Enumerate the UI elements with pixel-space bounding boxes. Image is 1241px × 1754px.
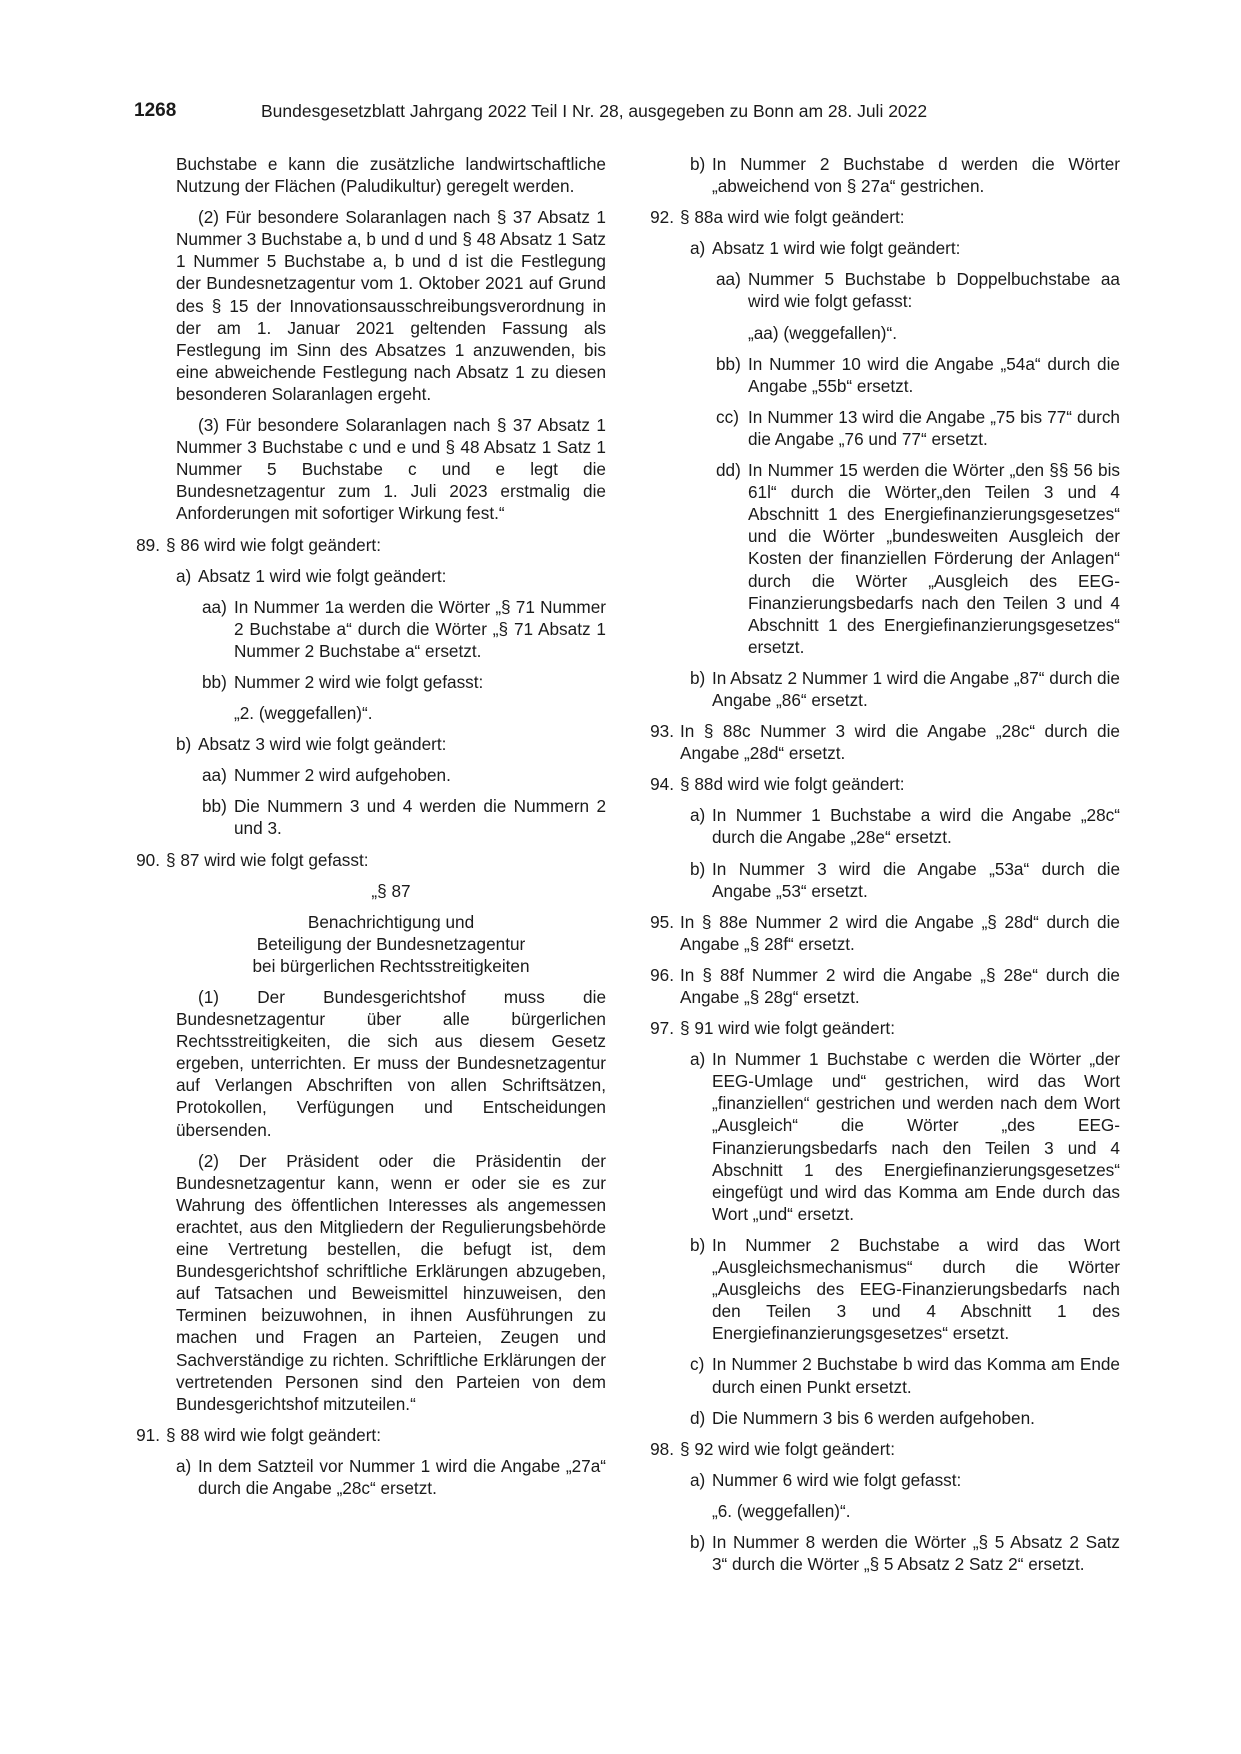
- item-label: a): [690, 1049, 706, 1070]
- item-number: 91.: [136, 1424, 160, 1445]
- right-column: [648, 153, 1120, 1575]
- item-text: In Nummer 2 Buchstabe b wird das Komma am Ende durch einen Punkt ersetzt.: [712, 1354, 1120, 1397]
- item-label: c): [690, 1354, 705, 1375]
- list-item-97c: [648, 1353, 1120, 1397]
- item-label: b): [176, 734, 192, 755]
- item-text: § 86 wird wie folgt geändert:: [166, 534, 381, 555]
- list-item-92: [648, 206, 1120, 228]
- item-text: In Nummer 2 Buchstabe a wird das Wort „Ausgleichsmechanismus“ durch die Wörter „Ausgleichs des EEG-Finanzierungsbedarfs nach den Teilen 3 und 4 Abschnitt 1 des Energiefinanzierungsgesetzes“ ersetzt.: [712, 1234, 1120, 1344]
- list-item-89b: [134, 733, 606, 755]
- item-label: dd): [716, 460, 741, 481]
- list-item-89a-aa: [134, 596, 606, 662]
- item-text: § 92 wird wie folgt geändert:: [680, 1438, 895, 1459]
- list-item-90: [134, 849, 606, 871]
- item-text: Nummer 2 wird aufgehoben.: [234, 765, 451, 786]
- section-87-paragraph-1: (1) Der Bundesgerichtshof muss die Bundesnetzagentur über alle bürgerlichen Rechtsstreitigkeiten, die sich aus diesem Gesetz ergeben, unterrichten. Er muss der Bundesnetzagentur auf Verlangen Abschriften von allen Schriftsätzen, Protokollen, Verfügungen und Entscheidungen übersenden.: [176, 987, 606, 1140]
- quoted-text: „2. (weggefallen)“.: [234, 703, 373, 724]
- item-number: 98.: [650, 1438, 674, 1459]
- paragraph-2: (2) Für besondere Solaranlagen nach § 37 Absatz 1 Nummer 3 Buchstabe a, b und d und § 48 Absatz 1 Satz 1 Nummer 5 Buchstabe a, b und d ist die Festlegung der Bundesnetzagentur vom 1. Oktober 2021 auf Grund des § 15 der Innovationsausschreibungsverordnung in der am 1. Januar 2021 geltenden Fassung als Festlegung im Sinn des Absatzes 1 anzuwenden, bis eine abweichende Festlegung nach Absatz 1 zu diesen besonderen Solaranlagen ergeht.: [176, 207, 606, 404]
- item-label: aa): [202, 765, 227, 786]
- section-87-paragraph-2: (2) Der Präsident oder die Präsidentin der Bundesnetzagentur kann, wenn er oder sie es zur Wahrung des öffentlichen Interesses als angemessen erachtet, aus den Mitgliedern der Regulierungsbehörde eine Vertretung bestellen, die befugt ist, dem Bundesgerichtshof schriftliche Erklärungen abzugeben, auf Tatsachen und Beweismittel hinzuweisen, den Terminen beizuwohnen, in ihnen Ausführungen zu machen und Fragen an Parteien, Zeugen und Sachverständige zu richten. Schriftliche Erklärungen der vertretenden Personen sind den Parteien von dem Bundesgerichtshof mitzuteilen.“: [176, 1150, 606, 1414]
- quoted-text: „aa) (weggefallen)“.: [748, 322, 898, 343]
- item-text: § 88 wird wie folgt geändert:: [166, 1424, 381, 1445]
- item-text: In dem Satzteil vor Nummer 1 wird die Angabe „27a“ durch die Angabe „28c“ ersetzt.: [198, 1455, 606, 1498]
- list-item-89a-bb: [134, 671, 606, 693]
- list-item-98: [648, 1438, 1120, 1460]
- list-item-97b: [648, 1234, 1120, 1344]
- item-text: Die Nummern 3 bis 6 werden aufgehoben.: [712, 1407, 1035, 1428]
- list-item-91a: [134, 1455, 606, 1499]
- item-label: aa): [716, 269, 741, 290]
- item-number: 90.: [136, 849, 160, 870]
- item-text: In § 88e Nummer 2 wird die Angabe „§ 28d“ durch die Angabe „§ 28f“ ersetzt.: [680, 911, 1120, 954]
- item-label: a): [690, 238, 706, 259]
- section-heading-line: Benachrichtigung und: [307, 911, 475, 932]
- item-text: Nummer 6 wird wie folgt gefasst:: [712, 1469, 962, 1490]
- list-item-92b: [648, 667, 1120, 711]
- item-label: aa): [202, 596, 227, 617]
- list-item-89: [134, 534, 606, 556]
- list-item-91b: [648, 153, 1120, 197]
- item-text: Absatz 3 wird wie folgt geändert:: [198, 734, 447, 755]
- item-text: § 88d wird wie folgt geändert:: [680, 774, 905, 795]
- item-label: bb): [202, 796, 227, 817]
- item-label: bb): [202, 671, 227, 692]
- running-title: Bundesgesetzblatt Jahrgang 2022 Teil I Nr. 28, ausgegeben zu Bonn am 28. Juli 2022: [261, 101, 928, 121]
- item-label: a): [176, 1455, 192, 1476]
- item-text: In Nummer 10 wird die Angabe „54a“ durch die Angabe „55b“ ersetzt.: [748, 353, 1120, 396]
- item-number: 89.: [136, 534, 160, 555]
- item-text: In § 88f Nummer 2 wird die Angabe „§ 28e“ durch die Angabe „§ 28g“ ersetzt.: [680, 964, 1120, 1007]
- list-item-89b-aa: [134, 764, 606, 786]
- list-item-89b-bb: [134, 795, 606, 839]
- paragraph-3: (3) Für besondere Solaranlagen nach § 37 Absatz 1 Nummer 3 Buchstabe c und e und § 48 Absatz 1 Satz 1 Nummer 5 Buchstabe c und e legt die Bundesnetzagentur zum 1. Juli 2023 erstmalig die Anforderungen mit sofortiger Wirkung fest.“: [176, 415, 606, 524]
- section-heading-line: bei bürgerlichen Rechtsstreitigkeiten: [252, 955, 530, 976]
- list-item-92a-dd: [648, 459, 1120, 658]
- item-label: b): [690, 154, 706, 174]
- item-label: cc): [716, 406, 739, 427]
- item-number: 93.: [650, 721, 674, 742]
- item-text: In Nummer 1 Buchstabe a wird die Angabe „28c“ durch die Angabe „28e“ ersetzt.: [712, 805, 1120, 848]
- section-title: „§ 87: [371, 880, 411, 901]
- list-item-97a: [648, 1048, 1120, 1225]
- quoted-text: „6. (weggefallen)“.: [712, 1500, 851, 1521]
- item-text: Absatz 1 wird wie folgt geändert:: [198, 565, 447, 586]
- list-item-95: [648, 911, 1120, 955]
- item-text: In § 88c Nummer 3 wird die Angabe „28c“ durch die Angabe „28d“ ersetzt.: [680, 721, 1120, 764]
- item-number: 96.: [650, 964, 674, 985]
- item-label: b): [690, 858, 706, 879]
- item-text: In Nummer 3 wird die Angabe „53a“ durch die Angabe „53“ ersetzt.: [712, 858, 1120, 901]
- item-text: In Nummer 13 wird die Angabe „75 bis 77“ durch die Angabe „76 und 77“ ersetzt.: [748, 406, 1120, 449]
- list-item-96: [648, 964, 1120, 1008]
- item-text: Die Nummern 3 und 4 werden die Nummern 2 und 3.: [234, 796, 606, 839]
- item-text: Nummer 2 wird wie folgt gefasst:: [234, 671, 484, 692]
- intro-paragraph: Buchstabe e kann die zusätzliche landwirtschaftliche Nutzung der Flächen (Paludikultur) geregelt werden.: [176, 154, 606, 197]
- list-item-94a: [648, 804, 1120, 848]
- item-number: 92.: [650, 207, 674, 228]
- section-heading-line: Beteiligung der Bundesnetzagentur: [256, 933, 526, 954]
- item-text: In Nummer 8 werden die Wörter „§ 5 Absatz 2 Satz 3“ durch die Wörter „§ 5 Absatz 2 Satz 2“ ersetzt.: [712, 1531, 1120, 1575]
- item-text: In Nummer 1a werden die Wörter „§ 71 Nummer 2 Buchstabe a“ durch die Wörter „§ 71 Absatz 1 Nummer 2 Buchstabe a“ ersetzt.: [234, 596, 606, 661]
- item-label: a): [690, 805, 706, 826]
- list-item-98a: [648, 1469, 1120, 1491]
- item-text: § 91 wird wie folgt geändert:: [680, 1018, 895, 1039]
- list-item-92a-cc: [648, 406, 1120, 450]
- list-item-97d: [648, 1407, 1120, 1429]
- page-number: 1268: [134, 100, 177, 121]
- item-label: a): [176, 565, 192, 586]
- list-item-93: [648, 720, 1120, 764]
- item-number: 97.: [650, 1018, 674, 1039]
- list-item-94: [648, 773, 1120, 795]
- item-label: b): [690, 1531, 706, 1552]
- list-item-92a-aa: [648, 268, 1120, 312]
- list-item-89a: [134, 565, 606, 587]
- list-item-98b: [648, 1531, 1120, 1575]
- item-number: 95.: [650, 911, 674, 932]
- item-text: § 88a wird wie folgt geändert:: [680, 207, 905, 228]
- item-label: bb): [716, 353, 741, 374]
- item-text: In Nummer 1 Buchstabe c werden die Wörter „der EEG-Umlage und“ gestrichen, wird das Wort „finanziellen“ gestrichen und werden nach dem Wort „Ausgleich“ die Wörter „des EEG-Finanzierungsbedarfs nach den Teilen 3 und 4 Abschnitt 1 des Energiefinanzierungsgesetzes“ eingefügt und wird das Komma am Ende durch das Wort „und“ ersetzt.: [712, 1049, 1120, 1224]
- item-text: Absatz 1 wird wie folgt geändert:: [712, 238, 961, 259]
- item-label: b): [690, 1234, 706, 1255]
- item-text: In Nummer 2 Buchstabe d werden die Wörter „abweichend von § 27a“ gestrichen.: [712, 154, 1120, 197]
- list-item-94b: [648, 858, 1120, 902]
- item-label: d): [690, 1407, 706, 1428]
- item-text: In Nummer 15 werden die Wörter „den §§ 56 bis 61l“ durch die Wörter„den Teilen 3 und 4 Abschnitt 1 des Energiefinanzierungsgesetzes“ und die Wörter „bundesweiten Ausgleich der Kosten der finanziellen Förderung der Anlagen“ durch die Wörter „Ausgleich des EEG-Finanzierungsbedarfs nach den Teilen 3 und 4 Abschnitt 1 des Energiefinanzierungsgesetzes“ ersetzt.: [748, 460, 1120, 657]
- list-item-91: [134, 1424, 606, 1446]
- left-column: [134, 153, 606, 1499]
- list-item-92a-bb: [648, 353, 1120, 397]
- item-number: 94.: [650, 774, 674, 795]
- page-header: [134, 100, 1124, 130]
- item-text: In Absatz 2 Nummer 1 wird die Angabe „87“ durch die Angabe „86“ ersetzt.: [712, 667, 1120, 710]
- item-label: b): [690, 667, 706, 688]
- list-item-97: [648, 1017, 1120, 1039]
- list-item-92a: [648, 237, 1120, 259]
- item-text: Nummer 5 Buchstabe b Doppelbuchstabe aa wird wie folgt gefasst:: [748, 269, 1120, 312]
- item-label: a): [690, 1469, 706, 1490]
- item-text: § 87 wird wie folgt gefasst:: [166, 849, 369, 870]
